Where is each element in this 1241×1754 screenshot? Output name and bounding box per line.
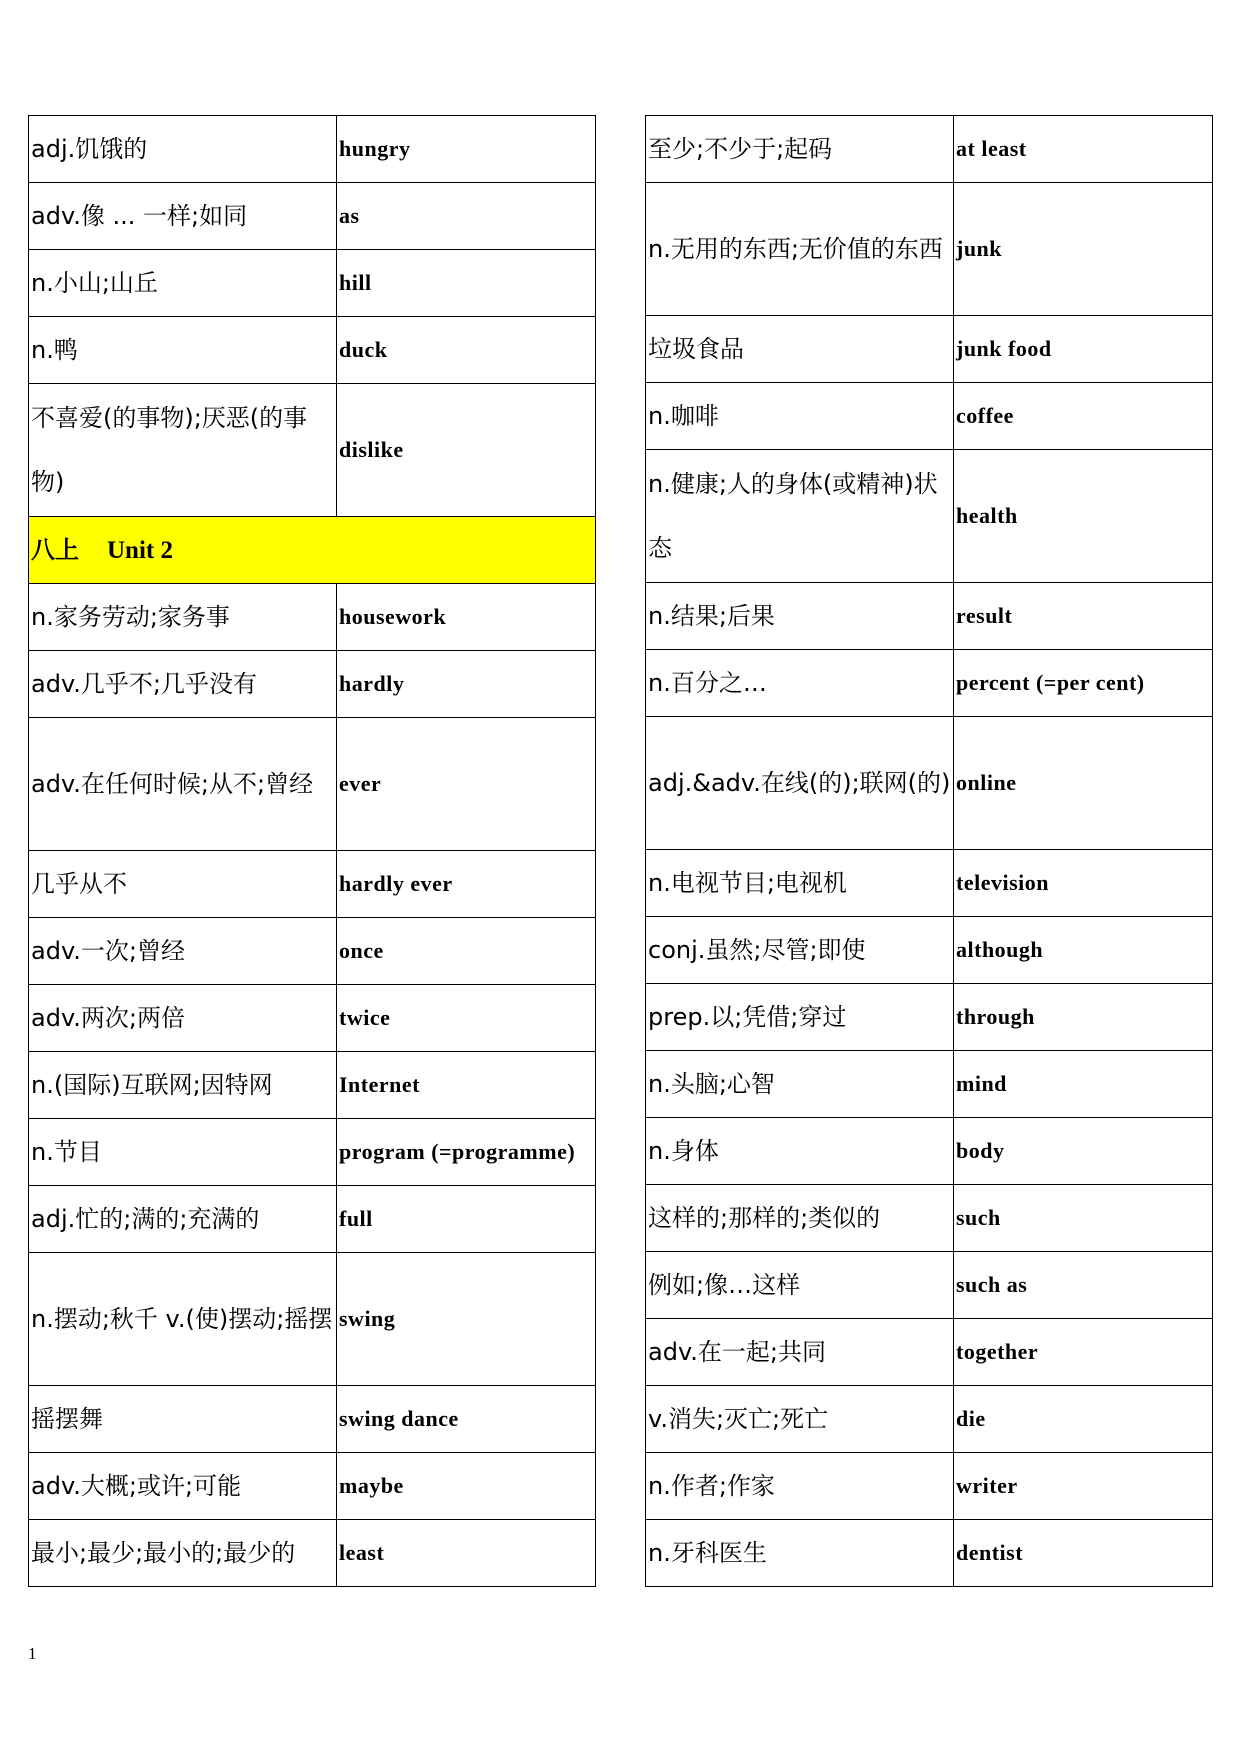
chinese-meaning: conj.虽然;尽管;即使: [646, 917, 954, 984]
table-row: [29, 116, 596, 183]
unit-number-label: Unit 2: [107, 536, 173, 564]
chinese-meaning: n.家务劳动;家务事: [29, 584, 337, 651]
table-row: [646, 717, 1213, 850]
table-row: [646, 1185, 1213, 1252]
english-word: Internet: [337, 1052, 596, 1119]
english-word: least: [337, 1520, 596, 1587]
english-word: although: [954, 917, 1213, 984]
chinese-meaning: n.咖啡: [646, 383, 954, 450]
english-word: junk food: [954, 316, 1213, 383]
chinese-meaning: adv.大概;或许;可能: [29, 1453, 337, 1520]
table-row: [646, 850, 1213, 917]
table-row: [29, 1253, 596, 1386]
table-row: [29, 718, 596, 851]
english-word: hardly ever: [337, 851, 596, 918]
table-row: [646, 383, 1213, 450]
english-word: program (=programme): [337, 1119, 596, 1186]
table-row: [29, 985, 596, 1052]
table-row: [29, 250, 596, 317]
table-row: [646, 1319, 1213, 1386]
english-word: die: [954, 1386, 1213, 1453]
english-word: health: [954, 450, 1213, 583]
table-row: [646, 183, 1213, 316]
table-row: [29, 918, 596, 985]
english-word: result: [954, 583, 1213, 650]
english-word: hill: [337, 250, 596, 317]
english-word: mind: [954, 1051, 1213, 1118]
chinese-meaning: n.牙科医生: [646, 1520, 954, 1587]
table-row: [29, 1186, 596, 1253]
unit-heading: [29, 517, 596, 584]
chinese-meaning: n.作者;作家: [646, 1453, 954, 1520]
table-row: [29, 317, 596, 384]
table-row: [646, 1252, 1213, 1319]
english-word: together: [954, 1319, 1213, 1386]
table-row: [646, 116, 1213, 183]
chinese-meaning: n.节目: [29, 1119, 337, 1186]
english-word: twice: [337, 985, 596, 1052]
table-row: [646, 650, 1213, 717]
english-word: through: [954, 984, 1213, 1051]
chinese-meaning: adj.&adv.在线(的);联网(的): [646, 717, 954, 850]
english-word: dislike: [337, 384, 596, 517]
english-word: writer: [954, 1453, 1213, 1520]
english-word: junk: [954, 183, 1213, 316]
chinese-meaning: 垃圾食品: [646, 316, 954, 383]
english-word: once: [337, 918, 596, 985]
chinese-meaning: n.无用的东西;无价值的东西: [646, 183, 954, 316]
chinese-meaning: n.结果;后果: [646, 583, 954, 650]
english-word: ever: [337, 718, 596, 851]
table-row: [29, 1453, 596, 1520]
chinese-meaning: n.摆动;秋千 v.(使)摆动;摇摆: [29, 1253, 337, 1386]
chinese-meaning: adv.几乎不;几乎没有: [29, 651, 337, 718]
english-word: such: [954, 1185, 1213, 1252]
table-row: [29, 1520, 596, 1587]
table-row: [646, 450, 1213, 583]
english-word: television: [954, 850, 1213, 917]
english-word: full: [337, 1186, 596, 1253]
chinese-meaning: 摇摆舞: [29, 1386, 337, 1453]
table-row: [29, 1119, 596, 1186]
table-row: [646, 984, 1213, 1051]
table-row: [29, 183, 596, 250]
chinese-meaning: 最小;最少;最小的;最少的: [29, 1520, 337, 1587]
english-word: percent (=per cent): [954, 650, 1213, 717]
chinese-meaning: adv.一次;曾经: [29, 918, 337, 985]
vocab-table-left: [28, 115, 596, 1587]
table-row: [646, 1051, 1213, 1118]
english-word: housework: [337, 584, 596, 651]
chinese-meaning: n.电视节目;电视机: [646, 850, 954, 917]
table-row: [646, 1453, 1213, 1520]
table-row: [29, 1386, 596, 1453]
chinese-meaning: n.鸭: [29, 317, 337, 384]
chinese-meaning: n.健康;人的身体(或精神)状态: [646, 450, 954, 583]
chinese-meaning: adv.在一起;共同: [646, 1319, 954, 1386]
chinese-meaning: adv.像 ... 一样;如同: [29, 183, 337, 250]
chinese-meaning: n.头脑;心智: [646, 1051, 954, 1118]
english-word: online: [954, 717, 1213, 850]
chinese-meaning: adv.两次;两倍: [29, 985, 337, 1052]
table-row: [29, 851, 596, 918]
chinese-meaning: 这样的;那样的;类似的: [646, 1185, 954, 1252]
chinese-meaning: v.消失;灭亡;死亡: [646, 1386, 954, 1453]
english-word: maybe: [337, 1453, 596, 1520]
chinese-meaning: adj.忙的;满的;充满的: [29, 1186, 337, 1253]
english-word: at least: [954, 116, 1213, 183]
unit-grade-label: 八上: [31, 535, 79, 564]
chinese-meaning: n.(国际)互联网;因特网: [29, 1052, 337, 1119]
english-word: coffee: [954, 383, 1213, 450]
table-row: [29, 651, 596, 718]
table-row: [646, 1386, 1213, 1453]
vocab-table-right: [645, 115, 1213, 1587]
table-row: [29, 584, 596, 651]
unit-heading-row: [29, 517, 596, 584]
chinese-meaning: prep.以;凭借;穿过: [646, 984, 954, 1051]
chinese-meaning: 不喜爱(的事物);厌恶(的事物): [29, 384, 337, 517]
chinese-meaning: 例如;像…这样: [646, 1252, 954, 1319]
english-word: duck: [337, 317, 596, 384]
english-word: such as: [954, 1252, 1213, 1319]
chinese-meaning: 至少;不少于;起码: [646, 116, 954, 183]
table-row: [29, 1052, 596, 1119]
table-row: [646, 1520, 1213, 1587]
chinese-meaning: n.身体: [646, 1118, 954, 1185]
table-row: [29, 384, 596, 517]
page-number: 1: [28, 1644, 37, 1663]
english-word: as: [337, 183, 596, 250]
english-word: swing dance: [337, 1386, 596, 1453]
table-row: [646, 1118, 1213, 1185]
table-row: [646, 917, 1213, 984]
english-word: body: [954, 1118, 1213, 1185]
english-word: dentist: [954, 1520, 1213, 1587]
chinese-meaning: adj.饥饿的: [29, 116, 337, 183]
chinese-meaning: 几乎从不: [29, 851, 337, 918]
chinese-meaning: n.小山;山丘: [29, 250, 337, 317]
english-word: hungry: [337, 116, 596, 183]
table-row: [646, 316, 1213, 383]
english-word: hardly: [337, 651, 596, 718]
table-row: [646, 583, 1213, 650]
chinese-meaning: n.百分之…: [646, 650, 954, 717]
english-word: swing: [337, 1253, 596, 1386]
chinese-meaning: adv.在任何时候;从不;曾经: [29, 718, 337, 851]
